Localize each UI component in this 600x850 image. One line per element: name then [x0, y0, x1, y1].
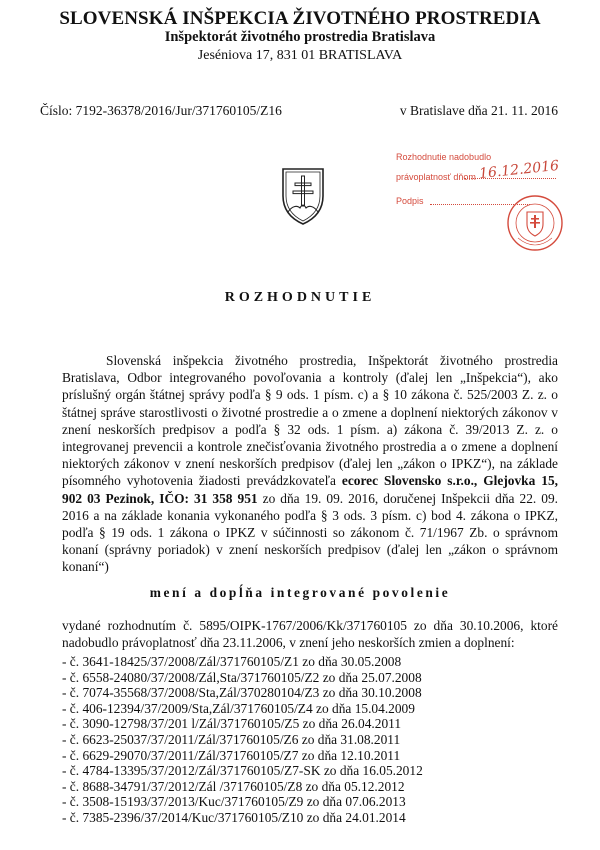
operator-details: ecorec Slovensko s.r.o., Glejovka 15, 902 03 Pezinok, IČO: 31 358 951 [62, 473, 558, 506]
list-item: - č. 7074-35568/37/2008/Sta,Zál/370280104/Z3 zo dňa 30.10.2008 [62, 685, 422, 701]
list-item: - č. 8688-34791/37/2012/Zál /371760105/Z8 zo dňa 05.12.2012 [62, 778, 405, 794]
decision-subtitle: mení a dopĺňa integrované povolenie [149, 585, 451, 600]
list-item: - č. 406-12394/37/2009/Sta,Zál/371760105/Z4 zo dňa 15.04.2009 [62, 700, 415, 716]
intro-text-1: Slovenská inšpekcia životného prostredia, Inšpektorát životného prostredia Bratislava, Odbor integrovaného povoľovania a kontroly (ďalej len „Inšpekcia“), ako príslušný orgán štátnej správy podľa § 9 ods. 1 písm. c) a § 10 zákona č. 525/2003 Z. z. o štátnej správe starostlivosti o životné prostredie a o zmene a doplnení niektorých zákonov v znení neskorších predpisov a podľa § 32 ods. 1 písm. a) zákona č. 39/2013 Z. z. o integrovanej prevencii a kontrole znečisťovania životného prostredia a o zmene a doplnení niektorých zákonov v znení neskorších predpisov (ďalej len „zákon o IPKZ“), na základe písomného vyhotovenia žiadosti prevádzkovateľa [62, 353, 558, 489]
list-item: - č. 7385-2396/37/2014/Kuc/371760105/Z10 zo dňa 24.01.2014 [62, 809, 406, 825]
list-item: - č. 3508-15193/37/2013/Kuc/371760105/Z9 zo dňa 07.06.2013 [62, 794, 406, 810]
department-address: Jeséniova 17, 831 01 BRATISLAVA [197, 48, 403, 63]
round-seal-icon [506, 194, 564, 252]
organization-name: SLOVENSKÁ INŠPEKCIA ŽIVOTNÉHO PROSTREDIA [59, 8, 541, 29]
list-item: - č. 3090-12798/37/201 l/Zál/371760105/Z5 zo dňa 26.04.2011 [62, 716, 402, 732]
list-item: - č. 6558-24080/37/2008/Zál,Sta/371760105/Z2 zo dňa 25.07.2008 [62, 669, 422, 685]
stamp-handwritten-date: 16.12.2016 [478, 157, 560, 183]
permit-text: vydané rozhodnutím č. 5895/OIPK-1767/2006/Kk/371760105 zo dňa 30.10.2006, ktoré nadobudlo právoplatnosť dňa 23.11.2006, v znení jeho neskorších zmien a doplnení: [62, 618, 558, 650]
stamp-line-1: Rozhodnutie nadobudlo [396, 152, 492, 162]
state-coat-of-arms-icon [280, 166, 326, 226]
legal-validity-stamp [394, 148, 574, 258]
issue-date: v Bratislave dňa 21. 11. 2016 [399, 103, 558, 118]
stamp-line-2: právoplatnosť dňom [396, 172, 476, 182]
list-item: - č. 4784-13395/37/2012/Zál/371760105/Z7-SK zo dňa 16.05.2012 [62, 763, 423, 779]
amendments-list [62, 654, 558, 826]
intro-paragraph [62, 352, 558, 576]
list-item: - č. 6629-29070/37/2011/Zál/371760105/Z7 zo dňa 12.10.2011 [62, 747, 401, 763]
document-title: ROZHODNUTIE [224, 290, 376, 305]
list-item: - č. 3641-18425/37/2008/Zál/371760105/Z1 zo dňa 30.05.2008 [62, 654, 402, 669]
reference-number: Číslo: 7192-36378/2016/Jur/371760105/Z16 [40, 103, 282, 118]
intro-text-2: zo dňa 19. 09. 2016, doručenej Inšpekcii dňa 22. 09. 2016 a na základe konania vykonaného podľa § 3 ods. 3 písm. c) bod 4. zákona o IPKZ, podľa § 19 ods. 1 zákona o IPKZ v súčinnosti so zákonom č. 71/1967 Zb. o správnom konaní (správny poriadok) v znení neskorších predpisov (ďalej len „zákon o správnom konaní“) [62, 490, 558, 575]
stamp-line-3: Podpis [396, 196, 424, 206]
department-name: Inšpektorát životného prostredia Bratislava [164, 29, 436, 45]
list-item: - č. 6623-25037/37/2011/Zál/371760105/Z6 zo dňa 31.08.2011 [62, 731, 401, 747]
